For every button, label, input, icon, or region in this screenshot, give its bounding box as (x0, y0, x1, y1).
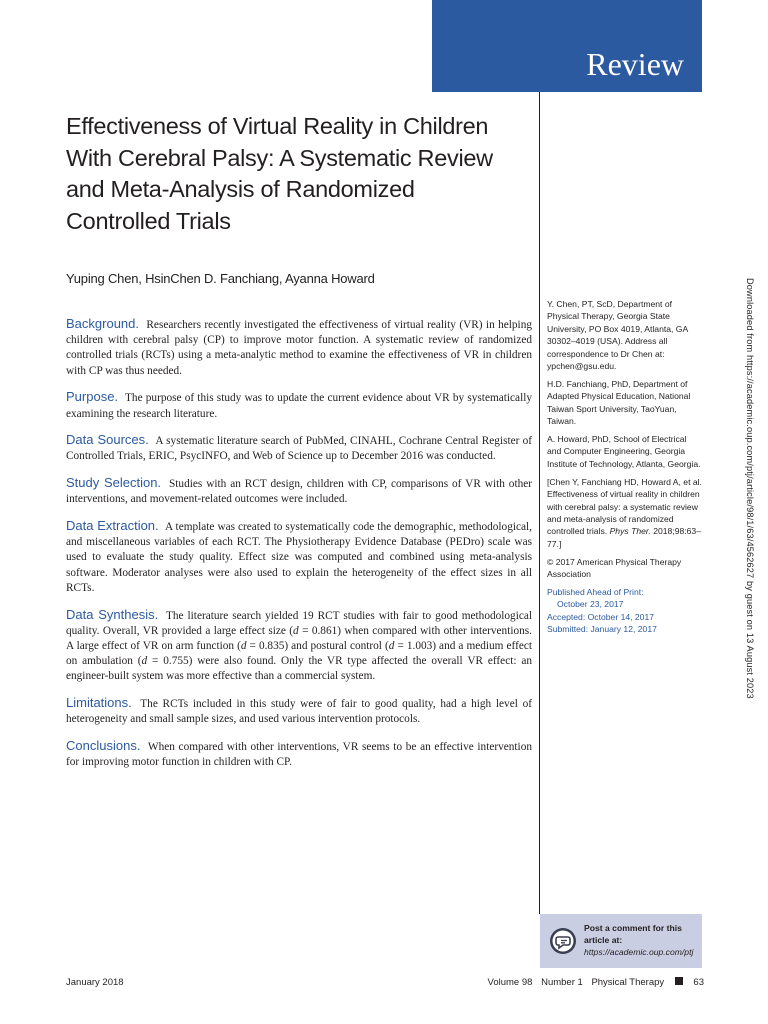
abstract-data-sources (66, 432, 532, 464)
affiliation-howard: A. Howard, PhD, School of Electrical and Computer Engineering, Georgia Institute of Technology, Atlanta, Georgia. (547, 434, 701, 469)
copyright: © 2017 American Physical Therapy Association (547, 556, 682, 580)
limitations-heading: Limitations. (66, 695, 132, 711)
download-watermark (745, 278, 755, 748)
background-heading: Background. (66, 316, 139, 331)
abstract-data-extraction (66, 518, 532, 596)
section-tab-label: Review (586, 46, 684, 82)
study-selection-text: Studies with an RCT design, children with CP, comparisons of VR with other interventions, and movement-related outcomes were included. (66, 478, 533, 506)
footer-volume: Volume 98 (487, 977, 533, 988)
comment-text (584, 922, 699, 958)
data-extraction-heading: Data Extraction. (66, 518, 159, 534)
abstract-limitations (66, 695, 532, 727)
publication-dates (547, 586, 703, 636)
affiliation-fanchiang: H.D. Fanchiang, PhD, Department of Adapted Physical Education, National Taiwan Sport University, TaoYuan, Taiwan. (547, 378, 691, 427)
square-bullet-icon (675, 977, 683, 985)
article-title: Effectiveness of Virtual Reality in Children With Cerebral Palsy: A Systematic Review and Meta-Analysis of Randomized Controlled Trials (66, 113, 493, 234)
accepted-date: Accepted: October 14, 2017 (547, 611, 655, 622)
data-synthesis-text-3: = 0.835) and postural control ( (246, 639, 389, 652)
published-ahead-label: Published Ahead of Print: (547, 587, 644, 598)
data-synthesis-text-4: = 1.003) and a medium effect on ambulation ( (66, 639, 533, 668)
abstract-conclusions (66, 738, 532, 770)
data-synthesis-text-5: = 0.755) were also found. Only the VR type affected the overall VR effect: an engineer-built system was more effective than a commercial system. (66, 655, 532, 683)
footer-journal: Physical Therapy (591, 977, 665, 988)
data-sources-text: A systematic literature search of PubMed, CINAHL, Cochrane Central Register of Controlled Trials, ERIC, PsycINFO, and Web of Science up to December 2016 was conducted. (66, 435, 533, 463)
effect-size-symbol: d (293, 624, 299, 637)
purpose-text: The purpose of this study was to update the current evidence about VR by systematically examining the research literature. (66, 392, 532, 420)
footer-number: Number 1 (541, 977, 583, 988)
data-synthesis-text-1: The literature search yielded 19 RCT studies with fair to good methodological quality. Overall, VR provided a large effect size ( (66, 609, 533, 637)
data-sources-heading: Data Sources. (66, 432, 149, 448)
conclusions-text: When compared with other interventions, VR seems to be an effective intervention for improving motor function in children with CP. (66, 740, 532, 769)
affiliation-chen: Y. Chen, PT, ScD, Department of Physical Therapy, Georgia State University, PO Box 4019, Atlanta, GA 30302–4019 (USA). Address all correspondence to Dr Chen at: ypchen@gsu.edu. (547, 299, 688, 372)
comment-box (540, 914, 702, 968)
citation-journal: Phys Ther. (609, 526, 651, 537)
study-selection-heading: Study Selection. (66, 475, 162, 491)
section-tab-review (432, 0, 702, 92)
article-authors: Yuping Chen, HsinChen D. Fanchiang, Ayanna Howard (66, 271, 375, 286)
data-extraction-text: A template was created to systematically code the demographic, methodological, and miscellaneous variables of each RCT. The Physiotherapy Evidence Database (PEDro) scale was used to evaluate the study quality. Effect size was computed and combined using meta-analysis software. Moderator analyses were also used to explain the heterogeneity of the effect sizes in all RCTs. (66, 521, 532, 594)
footer-date: January 2018 (66, 977, 124, 988)
footer-issue-info (482, 977, 704, 988)
submitted-date: Submitted: January 12, 2017 (547, 624, 657, 635)
purpose-heading: Purpose. (66, 389, 119, 405)
published-ahead-date: October 23, 2017 (557, 599, 624, 610)
data-synthesis-text-2: = 0.861) when compared with other interventions. A large effect of VR on arm function ( (66, 624, 532, 652)
effect-size-symbol: d (388, 639, 395, 652)
conclusions-heading: Conclusions. (66, 737, 141, 753)
data-synthesis-heading: Data Synthesis. (66, 606, 159, 622)
abstract-data-synthesis (66, 607, 532, 685)
footer-page-number: 63 (693, 977, 704, 988)
limitations-text: The RCTs included in this study were of fair to good quality, had a high level of heterogeneity and small sample sizes, and used various intervention protocols. (66, 698, 532, 726)
effect-size-symbol: d (141, 655, 148, 668)
background-text: Researchers recently investigated the effectiveness of virtual reality (VR) in helping children with cerebral palsy (CP) to improve motor function. A systematic review of randomized controlled trials (RCTs) using a meta-analytic method to examine the effectiveness of VR in children with CP was thus needed. (66, 319, 532, 377)
abstract (66, 316, 532, 781)
effect-size-symbol: d (240, 639, 247, 652)
citation (547, 476, 703, 550)
citation-end: 2018;98:63–77.] (547, 526, 701, 549)
citation-text: [Chen Y, Fanchiang HD, Howard A, et al. Effectiveness of virtual reality in children with cerebral palsy: a systematic review and meta-analysis of randomized controlled trials. (547, 476, 702, 537)
abstract-purpose (66, 389, 532, 421)
download-watermark-text: Downloaded from https://academic.oup.com/ptj/article/98/1/63/4562627 by guest on 13 August 2023 (745, 278, 755, 699)
column-divider (539, 92, 540, 914)
abstract-study-selection (66, 475, 532, 507)
comment-url-link[interactable]: https://academic.oup.com/ptj (584, 947, 694, 957)
comment-prompt: Post a comment for this article at: (584, 923, 682, 945)
comment-bubble-icon (549, 927, 577, 955)
abstract-background (66, 316, 532, 379)
sidebar-notes (547, 298, 703, 636)
